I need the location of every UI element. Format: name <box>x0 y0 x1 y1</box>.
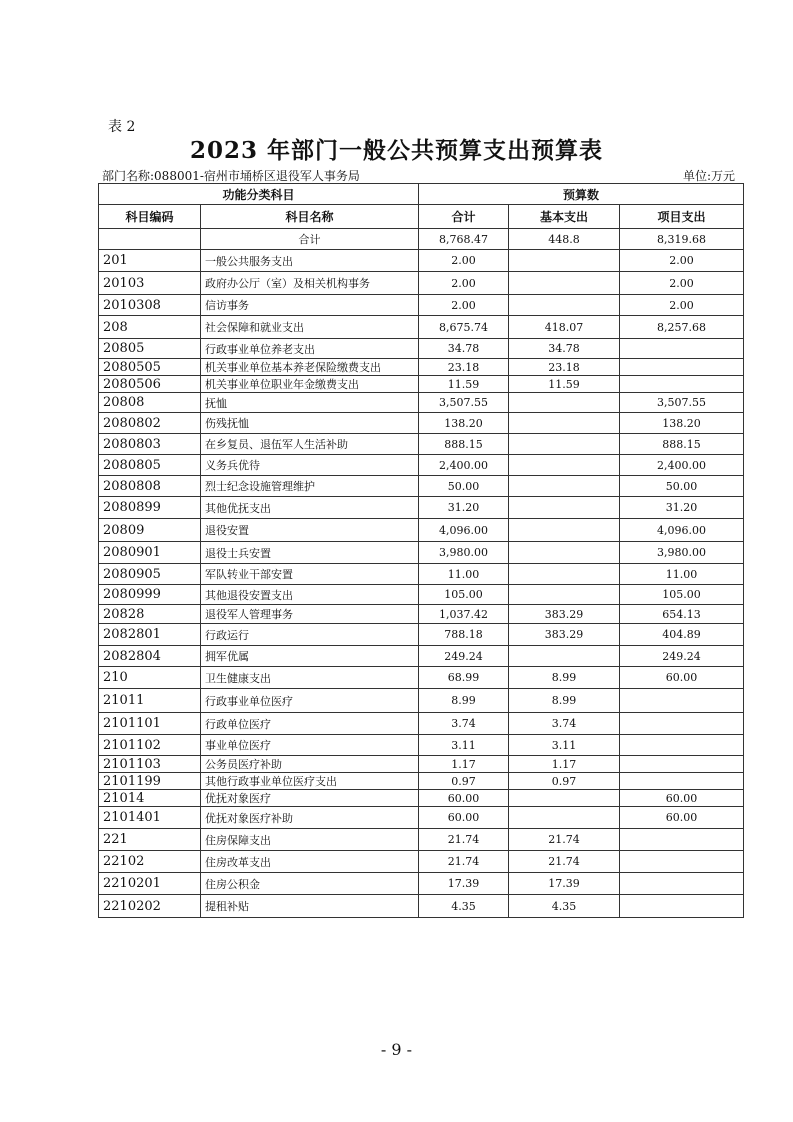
table-row <box>99 359 744 376</box>
project-cell <box>620 713 744 735</box>
budget-header: 预算数 <box>419 184 744 205</box>
project-cell: 11.00 <box>620 564 744 585</box>
code-cell: 2080805 <box>99 455 201 476</box>
name-cell: 政府办公厅（室）及相关机构事务 <box>201 272 419 295</box>
basic-header: 基本支出 <box>509 205 620 229</box>
basic-cell: 1.17 <box>509 756 620 773</box>
project-cell: 4,096.00 <box>620 519 744 542</box>
table-row <box>99 413 744 434</box>
table-row <box>99 624 744 646</box>
total-cell: 31.20 <box>419 497 509 519</box>
name-cell: 事业单位医疗 <box>201 735 419 756</box>
project-cell: 2.00 <box>620 250 744 272</box>
basic-cell <box>509 564 620 585</box>
project-cell: 8,257.68 <box>620 316 744 339</box>
total-cell: 2.00 <box>419 250 509 272</box>
name-cell: 伤残抚恤 <box>201 413 419 434</box>
table-row <box>99 455 744 476</box>
code-cell: 2082801 <box>99 624 201 646</box>
table-label: 表 2 <box>108 119 136 135</box>
project-cell: 3,507.55 <box>620 393 744 413</box>
code-cell: 208 <box>99 316 201 339</box>
basic-cell: 448.8 <box>509 229 620 250</box>
basic-cell <box>509 476 620 497</box>
table-row <box>99 295 744 316</box>
project-cell: 60.00 <box>620 667 744 689</box>
name-cell: 其他行政事业单位医疗支出 <box>201 773 419 790</box>
code-cell: 2080505 <box>99 359 201 376</box>
code-cell: 2101102 <box>99 735 201 756</box>
table-row <box>99 735 744 756</box>
name-cell: 抚恤 <box>201 393 419 413</box>
project-cell: 138.20 <box>620 413 744 434</box>
table-body <box>99 229 744 918</box>
total-cell: 3,980.00 <box>419 542 509 564</box>
basic-cell: 21.74 <box>509 851 620 873</box>
project-cell: 2.00 <box>620 295 744 316</box>
name-cell: 退役士兵安置 <box>201 542 419 564</box>
basic-cell: 8.99 <box>509 689 620 713</box>
table-row <box>99 773 744 790</box>
code-cell: 2101101 <box>99 713 201 735</box>
code-cell: 2101401 <box>99 807 201 829</box>
name-cell: 行政运行 <box>201 624 419 646</box>
code-cell: 2080999 <box>99 585 201 605</box>
code-cell: 20103 <box>99 272 201 295</box>
total-cell: 23.18 <box>419 359 509 376</box>
code-cell: 20808 <box>99 393 201 413</box>
project-cell <box>620 773 744 790</box>
code-cell: 2080808 <box>99 476 201 497</box>
name-cell: 住房改革支出 <box>201 851 419 873</box>
basic-cell: 3.74 <box>509 713 620 735</box>
code-cell: 22102 <box>99 851 201 873</box>
table-row <box>99 807 744 829</box>
department-name: 部门名称:088001-宿州市埇桥区退役军人事务局 <box>102 169 360 183</box>
table-row <box>99 476 744 497</box>
table-row <box>99 605 744 624</box>
total-cell: 60.00 <box>419 807 509 829</box>
table-row <box>99 229 744 250</box>
table-row <box>99 851 744 873</box>
total-cell: 3.74 <box>419 713 509 735</box>
table-row <box>99 713 744 735</box>
code-cell: 2080803 <box>99 434 201 455</box>
total-cell: 34.78 <box>419 339 509 359</box>
name-cell: 拥军优属 <box>201 646 419 667</box>
code-cell: 2080901 <box>99 542 201 564</box>
basic-cell: 3.11 <box>509 735 620 756</box>
code-cell: 2080905 <box>99 564 201 585</box>
code-cell: 2210201 <box>99 873 201 895</box>
basic-cell <box>509 455 620 476</box>
name-cell: 公务员医疗补助 <box>201 756 419 773</box>
project-cell <box>620 851 744 873</box>
name-cell: 优抚对象医疗补助 <box>201 807 419 829</box>
total-cell: 138.20 <box>419 413 509 434</box>
name-cell: 烈士纪念设施管理维护 <box>201 476 419 497</box>
total-cell: 1.17 <box>419 756 509 773</box>
code-cell: 221 <box>99 829 201 851</box>
total-cell: 8,768.47 <box>419 229 509 250</box>
basic-cell <box>509 413 620 434</box>
basic-cell <box>509 393 620 413</box>
table-row <box>99 895 744 918</box>
project-cell: 50.00 <box>620 476 744 497</box>
total-cell: 11.59 <box>419 376 509 393</box>
total-cell: 60.00 <box>419 790 509 807</box>
total-cell: 4,096.00 <box>419 519 509 542</box>
name-cell: 义务兵优待 <box>201 455 419 476</box>
total-cell: 21.74 <box>419 829 509 851</box>
name-cell: 提租补贴 <box>201 895 419 918</box>
project-cell <box>620 756 744 773</box>
basic-cell <box>509 646 620 667</box>
table-row <box>99 393 744 413</box>
project-cell <box>620 895 744 918</box>
table-row <box>99 564 744 585</box>
table-row <box>99 250 744 272</box>
name-cell: 行政单位医疗 <box>201 713 419 735</box>
unit-label: 单位:万元 <box>682 169 735 183</box>
name-cell: 机关事业单位职业年金缴费支出 <box>201 376 419 393</box>
basic-cell: 23.18 <box>509 359 620 376</box>
project-cell: 404.89 <box>620 624 744 646</box>
table-row <box>99 829 744 851</box>
page-number: - 9 - <box>380 1040 413 1059</box>
project-cell: 249.24 <box>620 646 744 667</box>
code-cell: 20828 <box>99 605 201 624</box>
project-cell <box>620 829 744 851</box>
basic-cell: 11.59 <box>509 376 620 393</box>
basic-cell: 418.07 <box>509 316 620 339</box>
name-cell: 在乡复员、退伍军人生活补助 <box>201 434 419 455</box>
name-cell: 住房保障支出 <box>201 829 419 851</box>
basic-cell: 8.99 <box>509 667 620 689</box>
name-cell: 退役安置 <box>201 519 419 542</box>
name-cell: 合计 <box>201 229 419 250</box>
total-cell: 8.99 <box>419 689 509 713</box>
total-cell: 105.00 <box>419 585 509 605</box>
table-row <box>99 339 744 359</box>
project-cell: 60.00 <box>620 807 744 829</box>
table-row <box>99 434 744 455</box>
name-cell: 行政事业单位医疗 <box>201 689 419 713</box>
code-cell: 21014 <box>99 790 201 807</box>
code-cell: 201 <box>99 250 201 272</box>
total-cell: 21.74 <box>419 851 509 873</box>
total-cell: 249.24 <box>419 646 509 667</box>
project-cell: 8,319.68 <box>620 229 744 250</box>
name-cell: 一般公共服务支出 <box>201 250 419 272</box>
code-cell: 2080899 <box>99 497 201 519</box>
table-row <box>99 585 744 605</box>
total-cell: 1,037.42 <box>419 605 509 624</box>
project-cell: 654.13 <box>620 605 744 624</box>
name-cell: 卫生健康支出 <box>201 667 419 689</box>
name-cell: 退役军人管理事务 <box>201 605 419 624</box>
project-cell <box>620 873 744 895</box>
code-cell: 2080802 <box>99 413 201 434</box>
total-cell: 4.35 <box>419 895 509 918</box>
name-cell: 其他退役安置支出 <box>201 585 419 605</box>
project-cell: 2.00 <box>620 272 744 295</box>
table-row <box>99 376 744 393</box>
total-cell: 3,507.55 <box>419 393 509 413</box>
total-cell: 50.00 <box>419 476 509 497</box>
table-row <box>99 316 744 339</box>
code-cell: 20809 <box>99 519 201 542</box>
table-row <box>99 790 744 807</box>
basic-cell: 21.74 <box>509 829 620 851</box>
project-cell: 105.00 <box>620 585 744 605</box>
project-cell: 2,400.00 <box>620 455 744 476</box>
code-header: 科目编码 <box>99 205 201 229</box>
name-cell: 行政事业单位养老支出 <box>201 339 419 359</box>
basic-cell: 383.29 <box>509 605 620 624</box>
table-row <box>99 497 744 519</box>
total-cell: 2,400.00 <box>419 455 509 476</box>
budget-table <box>98 183 744 918</box>
code-cell <box>99 229 201 250</box>
table-row <box>99 667 744 689</box>
basic-cell: 34.78 <box>509 339 620 359</box>
name-cell: 其他优抚支出 <box>201 497 419 519</box>
basic-cell <box>509 295 620 316</box>
name-cell: 住房公积金 <box>201 873 419 895</box>
code-cell: 2210202 <box>99 895 201 918</box>
total-cell: 3.11 <box>419 735 509 756</box>
function-class-header: 功能分类科目 <box>99 184 419 205</box>
basic-cell <box>509 542 620 564</box>
basic-cell <box>509 807 620 829</box>
name-cell: 机关事业单位基本养老保险缴费支出 <box>201 359 419 376</box>
code-cell: 2080506 <box>99 376 201 393</box>
total-header: 合计 <box>419 205 509 229</box>
basic-cell <box>509 585 620 605</box>
project-cell <box>620 339 744 359</box>
basic-cell: 17.39 <box>509 873 620 895</box>
page-title: 2023 年部门一般公共预算支出预算表 <box>189 137 604 164</box>
code-cell: 2101199 <box>99 773 201 790</box>
basic-cell <box>509 250 620 272</box>
code-cell: 2101103 <box>99 756 201 773</box>
total-cell: 8,675.74 <box>419 316 509 339</box>
basic-cell: 0.97 <box>509 773 620 790</box>
table-row <box>99 873 744 895</box>
table-row <box>99 272 744 295</box>
total-cell: 68.99 <box>419 667 509 689</box>
total-cell: 11.00 <box>419 564 509 585</box>
project-header: 项目支出 <box>620 205 744 229</box>
table-row <box>99 756 744 773</box>
name-header: 科目名称 <box>201 205 419 229</box>
project-cell <box>620 735 744 756</box>
table-row <box>99 542 744 564</box>
basic-cell <box>509 434 620 455</box>
basic-cell: 383.29 <box>509 624 620 646</box>
code-cell: 2082804 <box>99 646 201 667</box>
total-cell: 2.00 <box>419 272 509 295</box>
code-cell: 2010308 <box>99 295 201 316</box>
code-cell: 21011 <box>99 689 201 713</box>
total-cell: 0.97 <box>419 773 509 790</box>
name-cell: 军队转业干部安置 <box>201 564 419 585</box>
name-cell: 社会保障和就业支出 <box>201 316 419 339</box>
basic-cell <box>509 497 620 519</box>
total-cell: 17.39 <box>419 873 509 895</box>
basic-cell <box>509 272 620 295</box>
project-cell: 31.20 <box>620 497 744 519</box>
total-cell: 2.00 <box>419 295 509 316</box>
name-cell: 优抚对象医疗 <box>201 790 419 807</box>
project-cell <box>620 376 744 393</box>
table-row <box>99 646 744 667</box>
project-cell <box>620 359 744 376</box>
total-cell: 788.18 <box>419 624 509 646</box>
name-cell: 信访事务 <box>201 295 419 316</box>
project-cell: 888.15 <box>620 434 744 455</box>
code-cell: 210 <box>99 667 201 689</box>
project-cell: 60.00 <box>620 790 744 807</box>
total-cell: 888.15 <box>419 434 509 455</box>
project-cell <box>620 689 744 713</box>
basic-cell <box>509 790 620 807</box>
project-cell: 3,980.00 <box>620 542 744 564</box>
code-cell: 20805 <box>99 339 201 359</box>
basic-cell <box>509 519 620 542</box>
basic-cell: 4.35 <box>509 895 620 918</box>
table-row <box>99 519 744 542</box>
table-row <box>99 689 744 713</box>
